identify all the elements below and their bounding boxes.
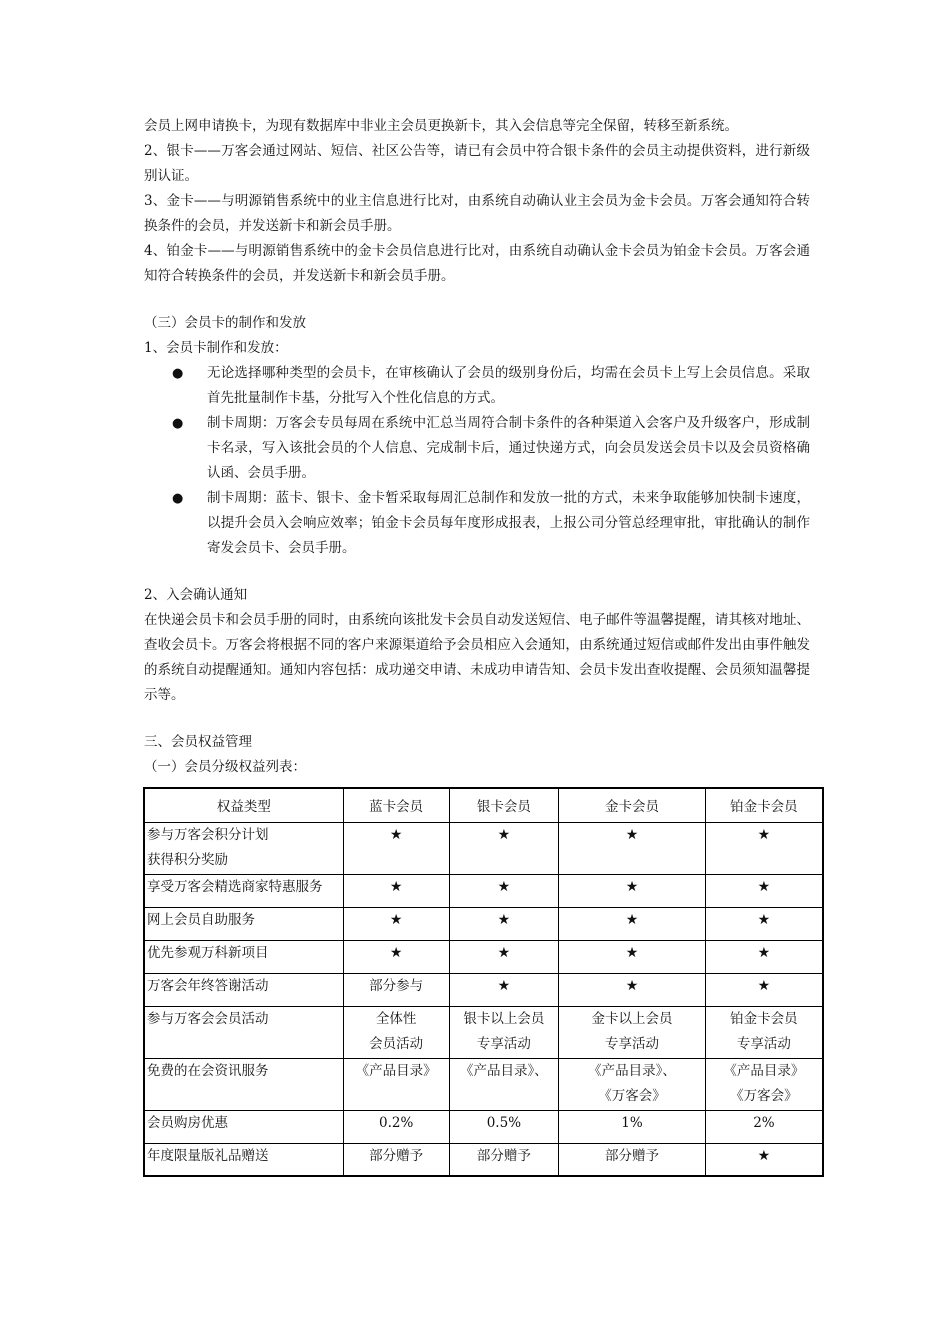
row-label-cell: 年度限量版礼品赠送 — [144, 1143, 343, 1176]
table-header-row — [144, 788, 823, 822]
table-cell: 《产品目录》 — [343, 1058, 449, 1110]
section-heading: （三）会员卡的制作和发放 — [144, 315, 306, 331]
star-icon: ★ — [449, 907, 559, 940]
table-cell: 《产品目录》、 《万客会》 — [559, 1058, 706, 1110]
table-row — [144, 874, 823, 907]
header-cell: 权益类型 — [144, 788, 343, 822]
list-item-text: 制卡周期：蓝卡、银卡、金卡暂采取每周汇总制作和发放一批的方式，未来争取能够加快制卡速度，以提升会员入会响应效率；铂金卡会员每年度形成报表，上报公司分管总经理审批，审批确认的制作寄发会员卡、会员手册。 — [207, 490, 810, 556]
paragraph: 2、银卡——万客会通过网站、短信、社区公告等，请已有会员中符合银卡条件的会员主动提供资料，进行新级别认证。 — [144, 143, 810, 184]
table-cell: 2% — [705, 1110, 823, 1143]
member-rights-table — [143, 787, 824, 1177]
bullet-icon: ● — [172, 491, 184, 506]
star-icon: ★ — [559, 907, 706, 940]
table-row — [144, 907, 823, 940]
table-row — [144, 1058, 823, 1110]
star-icon: ★ — [705, 822, 823, 874]
paragraph: 4、铂金卡——与明源销售系统中的金卡会员信息进行比对，由系统自动确认金卡会员为铂金卡会员。万客会通知符合转换条件的会员，并发送新卡和新会员手册。 — [144, 243, 810, 284]
star-icon: ★ — [343, 907, 449, 940]
header-cell: 金卡会员 — [559, 788, 706, 822]
subsection-heading: 2、入会确认通知 — [144, 587, 248, 603]
list-item-text: 无论选择哪种类型的会员卡，在审核确认了会员的级别身份后，均需在会员卡上写上会员信息。采取首先批量制作卡基，分批写入个性化信息的方式。 — [207, 365, 810, 406]
star-icon: ★ — [705, 940, 823, 973]
table-cell: 0.5% — [449, 1110, 559, 1143]
table-cell: 部分参与 — [343, 973, 449, 1006]
star-icon: ★ — [559, 973, 706, 1006]
table-cell: 铂金卡会员 专享活动 — [705, 1006, 823, 1058]
table-cell: 《产品目录》 《万客会》 — [705, 1058, 823, 1110]
list-item — [144, 486, 810, 561]
document-body — [144, 114, 810, 780]
star-icon: ★ — [559, 822, 706, 874]
table-row — [144, 822, 823, 874]
paragraph: 会员上网申请换卡，为现有数据库中非业主会员更换新卡，其入会信息等完全保留，转移至新系统。 — [144, 118, 738, 134]
table-cell: 《产品目录》、 — [449, 1058, 559, 1110]
table-row — [144, 1006, 823, 1058]
star-icon: ★ — [449, 940, 559, 973]
table-cell: 部分赠予 — [449, 1143, 559, 1176]
header-cell: 铂金卡会员 — [705, 788, 823, 822]
paragraph: 在快递会员卡和会员手册的同时，由系统向该批发卡会员自动发送短信、电子邮件等温馨提醒，请其核对地址、查收会员卡。万客会将根据不同的客户来源渠道给予会员相应入会通知，由系统通过短信或邮件发出由事件触发的系统自动提醒通知。通知内容包括：成功递交申请、未成功申请告知、会员卡发出查收提醒、会员须知温馨提示等。 — [144, 612, 810, 703]
row-label-cell: 会员购房优惠 — [144, 1110, 343, 1143]
table-cell: 银卡以上会员 专享活动 — [449, 1006, 559, 1058]
row-label-cell: 网上会员自助服务 — [144, 907, 343, 940]
row-label-cell: 参与万客会积分计划 获得积分奖励 — [144, 822, 343, 874]
header-cell: 蓝卡会员 — [343, 788, 449, 822]
row-label-cell: 优先参观万科新项目 — [144, 940, 343, 973]
table-row — [144, 1110, 823, 1143]
star-icon: ★ — [705, 907, 823, 940]
star-icon: ★ — [705, 874, 823, 907]
star-icon: ★ — [449, 822, 559, 874]
star-icon: ★ — [559, 874, 706, 907]
table-cell: 1% — [559, 1110, 706, 1143]
paragraph: 3、金卡——与明源销售系统中的业主信息进行比对，由系统自动确认业主会员为金卡会员。万客会通知符合转换条件的会员，并发送新卡和新会员手册。 — [144, 193, 810, 234]
table-caption: （一）会员分级权益列表： — [144, 759, 306, 775]
bullet-icon: ● — [172, 366, 184, 381]
row-label-cell: 享受万客会精选商家特惠服务 — [144, 874, 343, 907]
star-icon: ★ — [449, 874, 559, 907]
table-cell: 部分赠予 — [343, 1143, 449, 1176]
list-item — [144, 361, 810, 411]
bullet-icon: ● — [172, 416, 184, 431]
table-row — [144, 973, 823, 1006]
table-body — [144, 822, 823, 1176]
star-icon: ★ — [343, 940, 449, 973]
bullet-list — [144, 361, 810, 561]
star-icon: ★ — [449, 973, 559, 1006]
list-item-text: 制卡周期：万客会专员每周在系统中汇总当周符合制卡条件的各种渠道入会客户及升级客户，形成制卡名录，写入该批会员的个人信息、完成制卡后，通过快递方式，向会员发送会员卡以及会员资格确认函、会员手册。 — [207, 415, 810, 481]
table-cell: 金卡以上会员 专享活动 — [559, 1006, 706, 1058]
table-cell: 部分赠予 — [559, 1143, 706, 1176]
star-icon: ★ — [343, 874, 449, 907]
row-label-cell: 万客会年终答谢活动 — [144, 973, 343, 1006]
star-icon: ★ — [705, 973, 823, 1006]
star-icon: ★ — [559, 940, 706, 973]
table-row — [144, 940, 823, 973]
star-icon: ★ — [343, 822, 449, 874]
list-item — [144, 411, 810, 486]
table-cell: 0.2% — [343, 1110, 449, 1143]
header-cell: 银卡会员 — [449, 788, 559, 822]
subsection-heading: 1、会员卡制作和发放： — [144, 340, 288, 356]
star-icon: ★ — [705, 1143, 823, 1176]
row-label-cell: 参与万客会会员活动 — [144, 1006, 343, 1058]
section-heading: 三、会员权益管理 — [144, 734, 252, 750]
row-label-cell: 免费的在会资讯服务 — [144, 1058, 343, 1110]
table-cell: 全体性 会员活动 — [343, 1006, 449, 1058]
table-row — [144, 1143, 823, 1176]
